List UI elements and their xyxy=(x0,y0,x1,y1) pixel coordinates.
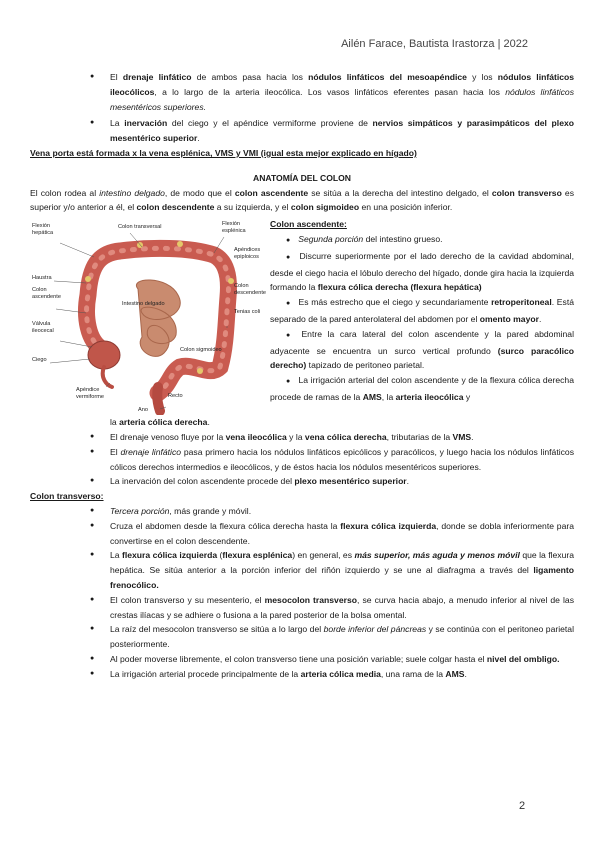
asc-item: ● Entre la cara lateral del colon ascendente y la pared abdominal adyacente se encuentra un surco vertical profundo (surco paracólico derecho) tapizado de peritoneo parietal. xyxy=(270,328,575,371)
label-recto: Recto xyxy=(168,393,183,400)
label-colon-ascendente: Colon ascendente xyxy=(32,287,61,300)
label-haustra: Haustra xyxy=(32,275,52,282)
top-bullet-list xyxy=(30,70,574,146)
label-colon-descendente: Colon descendente xyxy=(234,283,267,296)
label-apendices-epiploicos: Apéndices epiploicos xyxy=(234,247,261,260)
list-item: ● Cruza el abdomen desde la flexura cólica derecha hasta la flexura cólica izquierda, donde se dobla inferiormente para convertirse en el colon descendente. xyxy=(30,519,574,549)
list-item: ● Al poder moverse libremente, el colon transverso tiene una posición variable; suele colgar hasta el nivel del ombligo. xyxy=(30,652,574,667)
colon-ascendente-section xyxy=(270,217,574,415)
epiploic-appendage xyxy=(197,368,203,374)
label-flexion-esplenica: Flexión esplénica xyxy=(222,221,246,234)
label-tenias-coli: Tenias coli xyxy=(234,309,261,316)
list-item: ● La raíz del mesocolon transverso se sitúa a lo largo del borde inferior del páncreas y se continúa con el peritoneo parietal posteriormente. xyxy=(30,622,574,652)
document-body xyxy=(30,70,574,682)
label-flexura-hepatica: Flexión hepática xyxy=(32,223,54,236)
colon-illustration xyxy=(30,217,267,415)
label-colon-transversal: Colon transversal xyxy=(118,224,162,231)
figure-row xyxy=(30,217,574,415)
asc-item: ● Es más estrecho que el ciego y secundariamente retroperitoneal. Está separado de la pared anterolateral del abdomen por el omento mayor. xyxy=(270,297,574,324)
list-item: ● El drenaje venoso fluye por la vena ileocólica y la vena cólica derecha, tributarias de la VMS. xyxy=(30,430,574,445)
label-colon-sigmoideo: Colon sigmoideo xyxy=(180,347,222,354)
list-item: ● La inervación del ciego y el apéndice vermiforme proviene de nervios simpáticos y parasimpáticos del plexo mesentérico superior. xyxy=(30,116,574,146)
asc-continuation: la arteria cólica derecha. xyxy=(110,417,210,428)
list-item: ● El colon transverso y su mesenterio, el mesocolon transverso, se curva hacia abajo, a menudo inferior al nivel de las crestas ilíacas y se adhiere o fusiona a la pared posterior de la bolsa omental. xyxy=(30,593,574,623)
asc-item: ● La irrigación arterial del colon ascendente y de la flexura cólica derecha procede de ramas de la AMS, la arteria ileocólica y xyxy=(270,375,574,402)
transverso-bullet-list xyxy=(30,504,574,682)
label-valvula-ileocecal: Válvula ileocecal xyxy=(32,321,54,334)
colon-anatomy-figure xyxy=(30,217,267,415)
epiploic-appendage xyxy=(177,241,183,247)
list-item: ● El drenaje linfático pasa primero hacia los nódulos linfáticos epicólicos y paracólicos, y luego hacia los nódulos linfáticos cólicos derechos intermedios e ileocólicos, y de éstos hacia los nódulos mesentéricos superiores. xyxy=(30,445,574,475)
list-item: ● El drenaje linfático de ambos pasa hacia los nódulos linfáticos del mesoapéndice y los nódulos linfáticos ileocólicos, a lo largo de la arteria ileocólica. Los vasos linfáticos eferentes pasan hacia los nódulos linfáticos mesentéricos superiores. xyxy=(30,70,574,114)
page-header: Ailén Farace, Bautista Irastorza | 2022 xyxy=(341,38,528,50)
label-ano: Ano xyxy=(138,407,148,414)
epiploic-appendage xyxy=(85,276,91,282)
intro-paragraph: El colon rodea al intestino delgado, de modo que el colon ascendente se sitúa a la derecha del intestino delgado, el colon transverso es superior y/o anterior a él, el colon descendente a su izquierda, y el colon sigmoideo en una posición inferior. xyxy=(30,187,575,213)
list-item: ● La flexura cólica izquierda (flexura esplénica) en general, es más superior, más aguda y menos móvil que la flexura hepática. Se sitúa anterior a la porción inferior del riñón izquierdo y se une al diafragma a través del ligamento frenocólico. xyxy=(30,548,574,592)
page-number: 2 xyxy=(519,800,526,812)
colon-ascendente-heading: Colon ascendente: xyxy=(270,219,347,230)
list-item: ● La inervación del colon ascendente procede del plexo mesentérico superior. xyxy=(30,474,574,489)
asc-item: ● Segunda porción del intestino grueso. xyxy=(286,233,443,244)
asc-item: ● Discurre superiormente por el lado derecho de la cavidad abdominal, desde el ciego hacia el lóbulo derecho del hígado, donde gira hacia la izquierda formando la flexura cólica derecha (flexura hepática) xyxy=(270,250,574,293)
label-apendice-vermiforme: Apéndice vermiforme xyxy=(76,387,104,400)
list-item: ● Tercera porción, más grande y móvil. xyxy=(30,504,574,519)
label-ciego: Ciego xyxy=(32,357,47,364)
label-intestino-delgado: Intestino delgado xyxy=(122,301,165,308)
colon-transverso-heading: Colon transverso: xyxy=(30,491,104,502)
cecum xyxy=(88,341,120,369)
section-title: ANATOMÍA DEL COLON xyxy=(252,172,352,183)
asc-bullet-list xyxy=(30,430,574,489)
vena-porta-note: Vena porta está formada x la vena esplénica, VMS y VMI (igual esta mejor explicado en hígado) xyxy=(30,147,417,158)
list-item: ● La irrigación arterial procede principalmente de la arteria cólica media, una rama de la AMS. xyxy=(30,667,574,682)
